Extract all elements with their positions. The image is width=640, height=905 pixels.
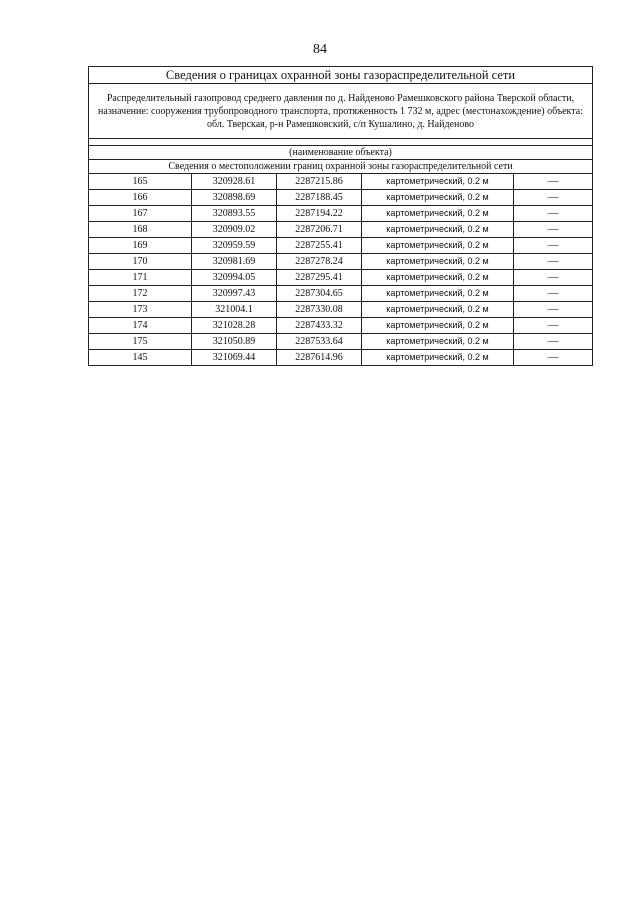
x-coordinate-cell: 320994.05 bbox=[192, 270, 277, 286]
section-row bbox=[89, 160, 593, 174]
y-coordinate-cell: 2287206.71 bbox=[277, 222, 362, 238]
y-coordinate-cell: 2287304.65 bbox=[277, 286, 362, 302]
method-cell: картометрический, 0.2 м bbox=[362, 350, 514, 366]
table-row bbox=[89, 350, 593, 366]
page-number: 84 bbox=[313, 42, 327, 57]
y-coordinate-cell: 2287433.32 bbox=[277, 318, 362, 334]
method-cell: картометрический, 0.2 м bbox=[362, 254, 514, 270]
note-cell: — bbox=[514, 206, 593, 222]
point-number-cell: 175 bbox=[89, 334, 192, 350]
point-number-cell: 170 bbox=[89, 254, 192, 270]
table-body bbox=[89, 67, 593, 366]
note-cell: — bbox=[514, 238, 593, 254]
note-cell: — bbox=[514, 190, 593, 206]
method-cell: картометрический, 0.2 м bbox=[362, 238, 514, 254]
note-cell: — bbox=[514, 350, 593, 366]
method-cell: картометрический, 0.2 м bbox=[362, 206, 514, 222]
y-coordinate-cell: 2287614.96 bbox=[277, 350, 362, 366]
point-number-cell: 172 bbox=[89, 286, 192, 302]
table-row bbox=[89, 286, 593, 302]
note-cell: — bbox=[514, 270, 593, 286]
note-cell: — bbox=[514, 222, 593, 238]
table-row bbox=[89, 334, 593, 350]
point-number-cell: 171 bbox=[89, 270, 192, 286]
x-coordinate-cell: 320981.69 bbox=[192, 254, 277, 270]
x-coordinate-cell: 321004.1 bbox=[192, 302, 277, 318]
y-coordinate-cell: 2287330.08 bbox=[277, 302, 362, 318]
table-row bbox=[89, 222, 593, 238]
table-row bbox=[89, 238, 593, 254]
table-row bbox=[89, 318, 593, 334]
x-coordinate-cell: 320928.61 bbox=[192, 174, 277, 190]
x-coordinate-cell: 320898.69 bbox=[192, 190, 277, 206]
note-cell: — bbox=[514, 334, 593, 350]
x-coordinate-cell: 320959.59 bbox=[192, 238, 277, 254]
y-coordinate-cell: 2287255.41 bbox=[277, 238, 362, 254]
point-number-cell: 145 bbox=[89, 350, 192, 366]
x-coordinate-cell: 321069.44 bbox=[192, 350, 277, 366]
blank-row bbox=[89, 139, 593, 146]
point-number-cell: 165 bbox=[89, 174, 192, 190]
y-coordinate-cell: 2287295.41 bbox=[277, 270, 362, 286]
x-coordinate-cell: 320893.55 bbox=[192, 206, 277, 222]
point-number-cell: 173 bbox=[89, 302, 192, 318]
note-cell: — bbox=[514, 286, 593, 302]
x-coordinate-cell: 321028.28 bbox=[192, 318, 277, 334]
boundary-table bbox=[88, 66, 593, 366]
table-row bbox=[89, 206, 593, 222]
y-coordinate-cell: 2287194.22 bbox=[277, 206, 362, 222]
caption-row bbox=[89, 146, 593, 160]
x-coordinate-cell: 320909.02 bbox=[192, 222, 277, 238]
point-number-cell: 169 bbox=[89, 238, 192, 254]
note-cell: — bbox=[514, 302, 593, 318]
note-cell: — bbox=[514, 318, 593, 334]
x-coordinate-cell: 320997.43 bbox=[192, 286, 277, 302]
note-cell: — bbox=[514, 254, 593, 270]
method-cell: картометрический, 0.2 м bbox=[362, 270, 514, 286]
method-cell: картометрический, 0.2 м bbox=[362, 174, 514, 190]
point-number-cell: 166 bbox=[89, 190, 192, 206]
table-row bbox=[89, 270, 593, 286]
note-cell: — bbox=[514, 174, 593, 190]
point-number-cell: 167 bbox=[89, 206, 192, 222]
method-cell: картометрический, 0.2 м bbox=[362, 334, 514, 350]
method-cell: картометрический, 0.2 м bbox=[362, 302, 514, 318]
table-row bbox=[89, 302, 593, 318]
y-coordinate-cell: 2287215.86 bbox=[277, 174, 362, 190]
description-row bbox=[89, 84, 593, 139]
blank-cell bbox=[89, 139, 593, 146]
x-coordinate-cell: 321050.89 bbox=[192, 334, 277, 350]
object-name-caption: (наименование объекта) bbox=[89, 146, 593, 160]
method-cell: картометрический, 0.2 м bbox=[362, 286, 514, 302]
y-coordinate-cell: 2287188.45 bbox=[277, 190, 362, 206]
object-description: Распределительный газопровод среднего давления по д. Найденово Рамешковского района Тверской области, назначение: сооружения трубопроводного транспорта, протяженность 1 732 м, адрес (местонахождение) объекта: обл. Тверская, р-н Рамешковский, с/п Кушалино, д. Найденово bbox=[89, 84, 593, 139]
table-row bbox=[89, 254, 593, 270]
method-cell: картометрический, 0.2 м bbox=[362, 318, 514, 334]
method-cell: картометрический, 0.2 м bbox=[362, 222, 514, 238]
table-row bbox=[89, 190, 593, 206]
y-coordinate-cell: 2287533.64 bbox=[277, 334, 362, 350]
title-row bbox=[89, 67, 593, 84]
point-number-cell: 168 bbox=[89, 222, 192, 238]
section-header: Сведения о местоположении границ охранной зоны газораспределительной сети bbox=[89, 160, 593, 174]
point-number-cell: 174 bbox=[89, 318, 192, 334]
y-coordinate-cell: 2287278.24 bbox=[277, 254, 362, 270]
table-row bbox=[89, 174, 593, 190]
table-title: Сведения о границах охранной зоны газораспределительной сети bbox=[89, 67, 593, 84]
method-cell: картометрический, 0.2 м bbox=[362, 190, 514, 206]
